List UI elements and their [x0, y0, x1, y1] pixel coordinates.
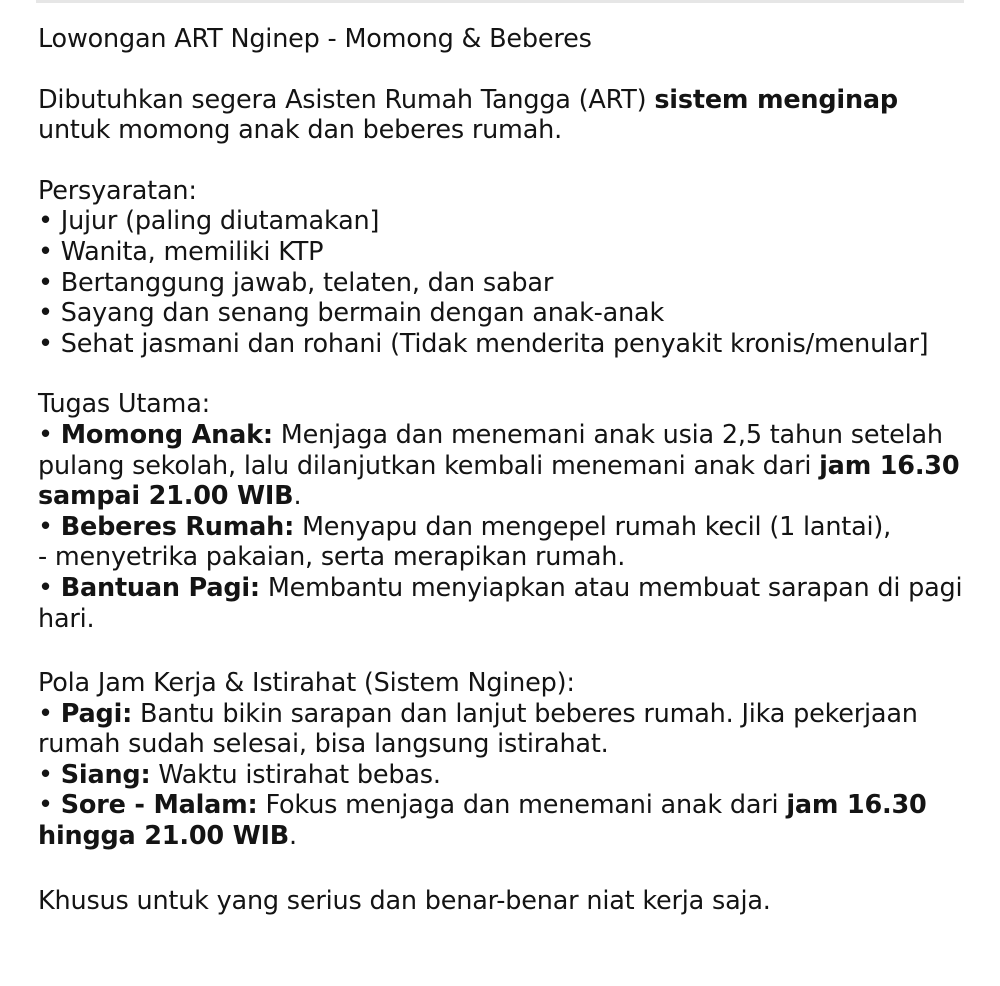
requirement-item: • Jujur (paling diutamakan] — [38, 206, 380, 237]
schedule-pagi — [38, 699, 973, 760]
requirement-item: • Bertanggung jawab, telaten, dan sabar — [38, 267, 554, 298]
duties-heading: Tugas Utama: — [38, 389, 211, 420]
schedule-sore-text-2: . — [289, 821, 297, 852]
schedule-sore — [38, 790, 973, 851]
top-divider — [36, 0, 964, 3]
requirement-item: • Sayang dan senang bermain dengan anak-anak — [38, 298, 665, 329]
duty-momong-text-1: Menjaga dan menemani anak usia 2,5 tahun setelah pulang sekolah, lalu dilanjutkan kembali menemani anak dari — [38, 419, 943, 481]
duty-pagi-label: Bantuan Pagi: — [60, 572, 260, 603]
requirements-heading: Persyaratan: — [38, 175, 197, 206]
bullet: • — [38, 419, 61, 450]
schedule-sore-text-1: Fokus menjaga dan menemani anak dari — [257, 790, 787, 821]
duty-beberes-text: Menyapu dan mengepel rumah kecil (1 lantai), — [294, 511, 892, 542]
duty-momong-text-2: . — [293, 481, 302, 512]
bullet: • — [38, 572, 61, 603]
duty-momong — [38, 420, 973, 512]
schedule-siang-text: Waktu istirahat bebas. — [150, 759, 441, 790]
bullet: • — [38, 511, 61, 542]
bullet: • — [38, 759, 61, 790]
intro-text-2: untuk momong anak dan beberes rumah. — [38, 115, 562, 146]
duty-beberes-label: Beberes Rumah: — [60, 511, 295, 542]
schedule-pagi-label: Pagi: — [60, 698, 133, 729]
schedule-siang-label: Siang: — [60, 759, 151, 790]
closing-note: Khusus untuk yang serius dan benar-benar niat kerja saja. — [38, 885, 771, 916]
schedule-heading: Pola Jam Kerja & Istirahat (Sistem Nginep): — [38, 668, 575, 699]
duty-beberes — [38, 512, 973, 543]
schedule-siang — [38, 760, 973, 791]
job-post — [38, 24, 973, 916]
schedule-pagi-text: Bantu bikin sarapan dan lanjut beberes rumah. Jika pekerjaan rumah sudah selesai, bisa langsung istirahat. — [38, 698, 918, 760]
post-title: Lowongan ART Nginep - Momong & Beberes — [38, 24, 592, 54]
intro-paragraph — [38, 85, 973, 146]
duty-pagi — [38, 573, 973, 634]
duty-momong-label: Momong Anak: — [60, 419, 273, 450]
duty-momong-hours: jam 16.30 sampai 21.00 WIB — [38, 450, 960, 512]
schedule-sore-label: Sore - Malam: — [60, 790, 258, 821]
requirement-item: • Sehat jasmani dan rohani (Tidak menderita penyakit kronis/menular] — [38, 328, 929, 359]
bullet: • — [38, 698, 61, 729]
requirement-item: • Wanita, memiliki KTP — [38, 236, 324, 267]
duty-pagi-text: Membantu menyiapkan atau membuat sarapan di pagi hari. — [38, 572, 963, 634]
bullet: • — [38, 790, 61, 821]
intro-text-1: Dibutuhkan segera Asisten Rumah Tangga (ART) — [38, 84, 655, 115]
intro-bold: sistem menginap — [654, 84, 898, 115]
schedule-sore-hours: jam 16.30 hingga 21.00 WIB — [38, 790, 927, 852]
duty-beberes-continuation: - menyetrika pakaian, serta merapikan rumah. — [38, 542, 626, 573]
